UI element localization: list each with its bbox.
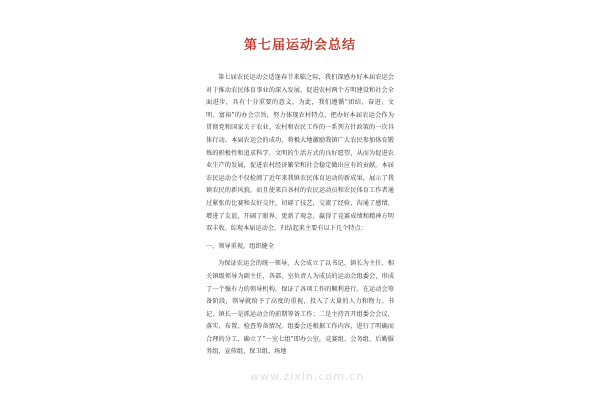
section-paragraph: 为保证农运会的统一领导，大会成立了以书记、镇长为主任、相关镇级领导为副主任，各部、室负责人为成员的运动会组委会，形成了一个强有力的领导机构，保证了各项工作的顺利进行。在运动会筹备阶段，领导就给予了高度的重视，投入了大量的人力和物力。书记、镇长一是抓运动会的前期筹备工作；二是主持召开组委会会议，落实、布置、检查筹备情况。组委会还根据工作内容，进行了明确而合理的分工，确立了“一室七组”即办公室，竞赛组、会务组、后勤服务组、宣传组、保卫组、场地 bbox=[206, 260, 394, 356]
intro-paragraph: 第七届农民运动会适逢春节来临之际，我们深感办好本届农运会对于推动农民体育事业的深入发展，促进农村两个方明建设和社会全面进步，具有十分重要的意义。为此，我们遵循“团结、奋进、文明、富裕”的办会宗旨，努力体现农村特点，把办好本届农运会作为贯彻党和国家关于农业、农村和农民工作的一系列方针政策的一次具体行动。本届农运会的成功，将极大地激励我镇广大农民参加体育锻炼的积极性和追求科学、文明的生活方式的良好愿望，从而为促进农业生产的发展，促进农村经济繁荣和社会稳定做出应有的贡献。本届农民运动会不仅检阅了近年来我镇农民体育运动的新成果，展示了我镇农民的新风貌，而且使来自各村的农民运动员和农民体育工作者通过紧张的比赛和友好交往，切磋了技艺，交流了经验，沟通了感情，增进了友谊，开阔了眼界，更新了观念，赢得了竞赛成绩和精神方明双丰收。综观本届运动会，归结起来主要有以下几个特点： bbox=[206, 74, 394, 233]
watermark: www.zixin.com.cn bbox=[250, 370, 365, 383]
document-body bbox=[206, 72, 394, 359]
document-title: 第七届运动会总结 bbox=[243, 38, 356, 53]
section-heading: 一、领导重视，组织健全 bbox=[206, 242, 275, 250]
